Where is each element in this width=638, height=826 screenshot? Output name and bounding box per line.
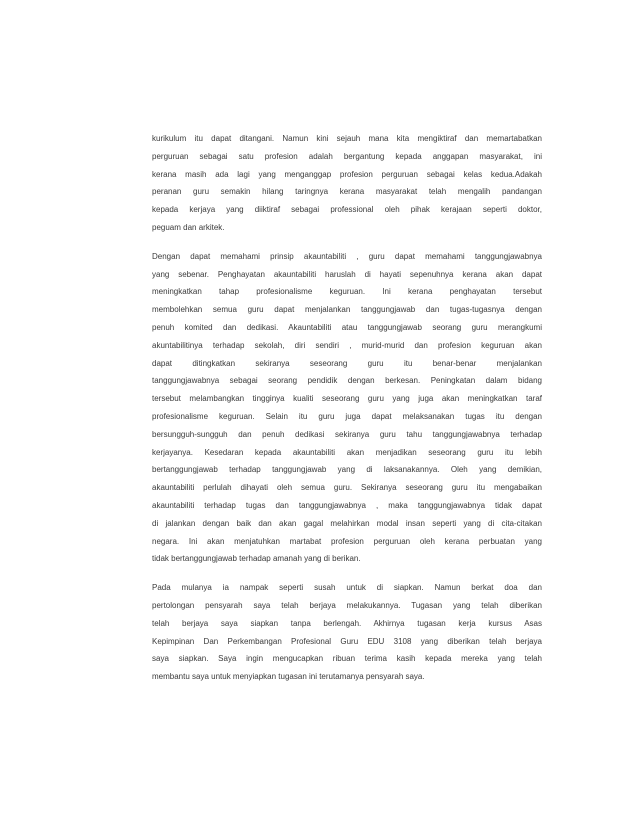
text-line: kerana masih ada lagi yang menganggap profesion perguruan sebagai kelas kedua.Adakah bbox=[152, 169, 542, 179]
text-line: tersebut melambangkan tingginya kualiti seseorang guru yang juga akan meningkatkan taraf bbox=[152, 394, 542, 404]
text-line: tanggungjawabnya sebagai seorang pendidik dengan berkesan. Peningkatan dalam bidang bbox=[152, 376, 542, 386]
text-line: di jalankan dengan baik dan akan gagal melahirkan modal insan seperti yang di cita-citakan bbox=[152, 518, 542, 528]
text-line: peranan guru semakin hilang taringnya kerana masyarakat telah mengalih pandangan bbox=[152, 187, 542, 197]
text-line: meningkatkan tahap profesionalisme keguruan. Ini kerana penghayatan tersebut bbox=[152, 287, 542, 297]
text-line: profesionalisme keguruan. Selain itu guru juga dapat melaksanakan tugas itu dengan bbox=[152, 411, 542, 421]
text-line: membantu saya untuk menyiapkan tugasan ini terutamanya pensyarah saya. bbox=[152, 672, 425, 682]
text-line: bertanggungjawab terhadap tanggungjawab yang di laksanakannya. Oleh yang demikian, bbox=[152, 465, 542, 475]
text-line: pertolongan pensyarah saya telah berjaya melakukannya. Tugasan yang telah diberikan bbox=[152, 600, 542, 610]
text-line: akauntabiliti terhadap tugas dan tanggungjawabnya , maka tanggungjawabnya tidak dapat bbox=[152, 500, 542, 510]
text-line: kurikulum itu dapat ditangani. Namun kini sejauh mana kita mengiktiraf dan memartabatkan bbox=[152, 134, 542, 143]
text-line: akuntabilitinya terhadap sekolah, diri sendiri , murid-murid dan profesion keguruan akan bbox=[152, 340, 542, 350]
text-line: bersungguh-sungguh dan penuh dedikasi sekiranya guru tahu tanggungjawabnya terhadap bbox=[152, 429, 542, 439]
text-line: peguam dan arkitek. bbox=[152, 222, 225, 232]
text-line: Kepimpinan Dan Perkembangan Profesional Guru EDU 3108 yang diberikan telah berjaya bbox=[152, 636, 542, 646]
text-line: Dengan dapat memahami prinsip akauntabiliti , guru dapat memahami tanggungjawabnya bbox=[152, 251, 542, 261]
paragraph-2 bbox=[152, 248, 542, 568]
text-line: membolehkan semua guru dapat menjalankan tanggungjawab dan tugas-tugasnya dengan bbox=[152, 305, 542, 315]
text-line: perguruan sebagai satu profesion adalah bergantung kepada anggapan masyarakat, ini bbox=[152, 151, 542, 161]
text-line: negara. Ini akan menjatuhkan martabat profesion perguruan oleh kerana perbuatan yang bbox=[152, 536, 542, 546]
text-line: kerjayanya. Kesedaran kepada akauntabiliti akan menjadikan seseorang guru itu lebih bbox=[152, 447, 542, 457]
text-line: saya siapkan. Saya ingin mengucapkan ribuan terima kasih kepada mereka yang telah bbox=[152, 654, 542, 664]
paragraph-1 bbox=[152, 130, 542, 237]
text-line: dapat ditingkatkan sekiranya seseorang guru itu benar-benar menjalankan bbox=[152, 358, 542, 368]
document-body bbox=[152, 130, 542, 697]
text-line: akauntabiliti perlulah dihayati oleh semua guru. Sekiranya seseorang guru itu mengabaikan bbox=[152, 483, 542, 493]
text-line: yang sebenar. Penghayatan akauntabiliti haruslah di hayati sepenuhnya kerana akan dapat bbox=[152, 269, 542, 279]
text-line: telah berjaya saya siapkan tanpa berlengah. Akhirnya tugasan kerja kursus Asas bbox=[152, 618, 542, 628]
paragraph-3 bbox=[152, 579, 542, 686]
text-line: penuh komited dan dedikasi. Akauntabiliti atau tanggungjawab seorang guru merangkumi bbox=[152, 322, 542, 332]
text-line: Pada mulanya ia nampak seperti susah untuk di siapkan. Namun berkat doa dan bbox=[152, 583, 542, 593]
text-line: kepada kerjaya yang diiktiraf sebagai professional oleh pihak kerajaan seperti doktor, bbox=[152, 205, 542, 215]
text-line: tidak bertanggungjawab terhadap amanah yang di berikan. bbox=[152, 554, 361, 564]
